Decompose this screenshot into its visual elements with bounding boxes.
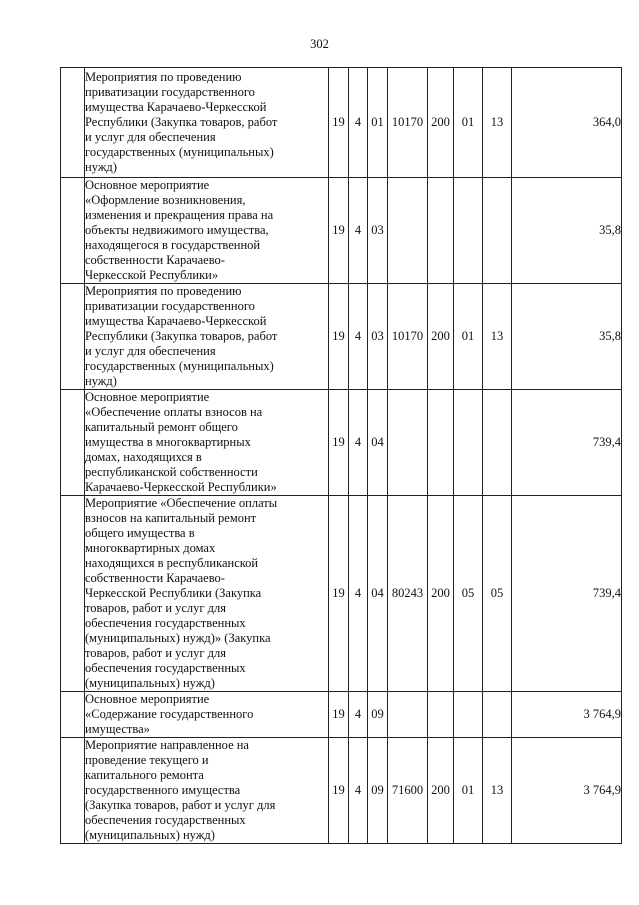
row-index-cell [61,284,85,390]
item-name-line: государственных (муниципальных) [85,359,274,373]
item-name-line: капитальный ремонт общего [85,420,238,434]
expense-type-cell [428,692,454,738]
item-name-line: «Оформление возникновения, [85,193,246,207]
code-a-cell [454,390,483,496]
item-name-line: государственных (муниципальных) [85,145,274,159]
item-name-line: республиканской собственности [85,465,258,479]
subsection-code-cell: 03 [368,284,388,390]
row-index-cell [61,692,85,738]
item-name-line: проведение текущего и [85,753,209,767]
item-name-line: Республики (Закупка товаров, работ [85,329,278,343]
item-name-line: находящегося в государственной [85,238,261,252]
subsection-code-cell: 04 [368,496,388,692]
code-a-cell: 05 [454,496,483,692]
table-row [61,68,622,178]
section-code-cell: 4 [349,738,368,844]
item-name-line: домах, находящихся в [85,450,202,464]
code-a-cell: 01 [454,284,483,390]
subsection-code-cell: 01 [368,68,388,178]
code-a-cell [454,692,483,738]
item-name-line: Республики (Закупка товаров, работ [85,115,278,129]
item-name-line: Основное мероприятие [85,178,210,192]
item-name-line: имущества в многоквартирных [85,435,251,449]
item-name-line: Основное мероприятие [85,390,210,404]
code-a-cell: 01 [454,68,483,178]
target-code-cell: 71600 [388,738,428,844]
code-b-cell: 13 [483,738,512,844]
amount-cell: 3 764,9 [512,692,622,738]
expense-type-cell [428,390,454,496]
item-name-line: общего имущества в [85,526,195,540]
section-code-cell: 4 [349,178,368,284]
item-name-line: многоквартирных домах [85,541,216,555]
code-a-cell: 01 [454,738,483,844]
target-code-cell: 10170 [388,68,428,178]
item-name-line: и услуг для обеспечения [85,344,216,358]
item-name-line: имущества Карачаево-Черкесской [85,100,267,114]
item-name-line: Черкесской Республики (Закупка [85,586,262,600]
amount-cell: 35,8 [512,284,622,390]
item-name-cell [85,738,329,844]
item-name-line: «Обеспечение оплаты взносов на [85,405,263,419]
item-name-line: Черкесской Республики» [85,268,219,282]
item-name-line: нужд) [85,160,117,174]
code-b-cell [483,390,512,496]
ministry-code-cell: 19 [329,496,349,692]
item-name-line: (муниципальных) нужд)» (Закупка [85,631,271,645]
code-b-cell [483,178,512,284]
item-name-line: (муниципальных) нужд) [85,676,215,690]
item-name-line: Мероприятия по проведению [85,284,242,298]
item-name-line: собственности Карачаево- [85,571,225,585]
subsection-code-cell: 04 [368,390,388,496]
item-name-line: нужд) [85,374,117,388]
item-name-line: (муниципальных) нужд) [85,828,215,842]
amount-cell: 739,4 [512,496,622,692]
amount-cell: 3 764,9 [512,738,622,844]
item-name-line: объекты недвижимого имущества, [85,223,269,237]
amount-cell: 364,0 [512,68,622,178]
row-index-cell [61,178,85,284]
table-row [61,496,622,692]
item-name-line: «Содержание государственного [85,707,254,721]
table-row [61,390,622,496]
item-name-cell [85,390,329,496]
code-b-cell [483,692,512,738]
code-b-cell: 13 [483,68,512,178]
section-code-cell: 4 [349,390,368,496]
item-name-line: Карачаево-Черкесской Республики» [85,480,277,494]
budget-table [60,67,622,844]
item-name-line: Мероприятия по проведению [85,70,242,84]
item-name-cell [85,68,329,178]
ministry-code-cell: 19 [329,284,349,390]
table-row [61,284,622,390]
row-index-cell [61,738,85,844]
table-row [61,178,622,284]
item-name-line: приватизации государственного [85,85,255,99]
item-name-line: изменения и прекращения права на [85,208,274,222]
item-name-line: Мероприятие направленное на [85,738,249,752]
item-name-line: и услуг для обеспечения [85,130,216,144]
code-b-cell: 05 [483,496,512,692]
ministry-code-cell: 19 [329,68,349,178]
ministry-code-cell: 19 [329,390,349,496]
ministry-code-cell: 19 [329,178,349,284]
item-name-line: (Закупка товаров, работ и услуг для [85,798,276,812]
section-code-cell: 4 [349,284,368,390]
item-name-cell [85,496,329,692]
expense-type-cell [428,178,454,284]
subsection-code-cell: 03 [368,178,388,284]
subsection-code-cell: 09 [368,738,388,844]
target-code-cell [388,390,428,496]
section-code-cell: 4 [349,692,368,738]
item-name-cell [85,284,329,390]
expense-type-cell: 200 [428,738,454,844]
code-b-cell: 13 [483,284,512,390]
item-name-line: находящихся в республиканской [85,556,259,570]
item-name-line: капитального ремонта [85,768,204,782]
item-name-line: Основное мероприятие [85,692,210,706]
item-name-line: обеспечения государственных [85,813,246,827]
expense-type-cell: 200 [428,284,454,390]
item-name-line: имущества» [85,722,150,736]
amount-cell: 35,8 [512,178,622,284]
expense-type-cell: 200 [428,68,454,178]
table-row [61,738,622,844]
item-name-cell [85,178,329,284]
row-index-cell [61,496,85,692]
item-name-line: государственного имущества [85,783,241,797]
item-name-line: Мероприятие «Обеспечение оплаты [85,496,278,510]
item-name-line: приватизации государственного [85,299,255,313]
subsection-code-cell: 09 [368,692,388,738]
item-name-line: имущества Карачаево-Черкесской [85,314,267,328]
target-code-cell [388,692,428,738]
ministry-code-cell: 19 [329,692,349,738]
section-code-cell: 4 [349,68,368,178]
row-index-cell [61,68,85,178]
item-name-cell [85,692,329,738]
page-number: 302 [310,37,329,51]
item-name-line: товаров, работ и услуг для [85,601,227,615]
target-code-cell: 80243 [388,496,428,692]
target-code-cell: 10170 [388,284,428,390]
item-name-line: взносов на капитальный ремонт [85,511,257,525]
item-name-line: собственности Карачаево- [85,253,225,267]
expense-type-cell: 200 [428,496,454,692]
item-name-line: товаров, работ и услуг для [85,646,227,660]
ministry-code-cell: 19 [329,738,349,844]
item-name-line: обеспечения государственных [85,661,246,675]
table-row [61,692,622,738]
row-index-cell [61,390,85,496]
section-code-cell: 4 [349,496,368,692]
code-a-cell [454,178,483,284]
target-code-cell [388,178,428,284]
amount-cell: 739,4 [512,390,622,496]
item-name-line: обеспечения государственных [85,616,246,630]
